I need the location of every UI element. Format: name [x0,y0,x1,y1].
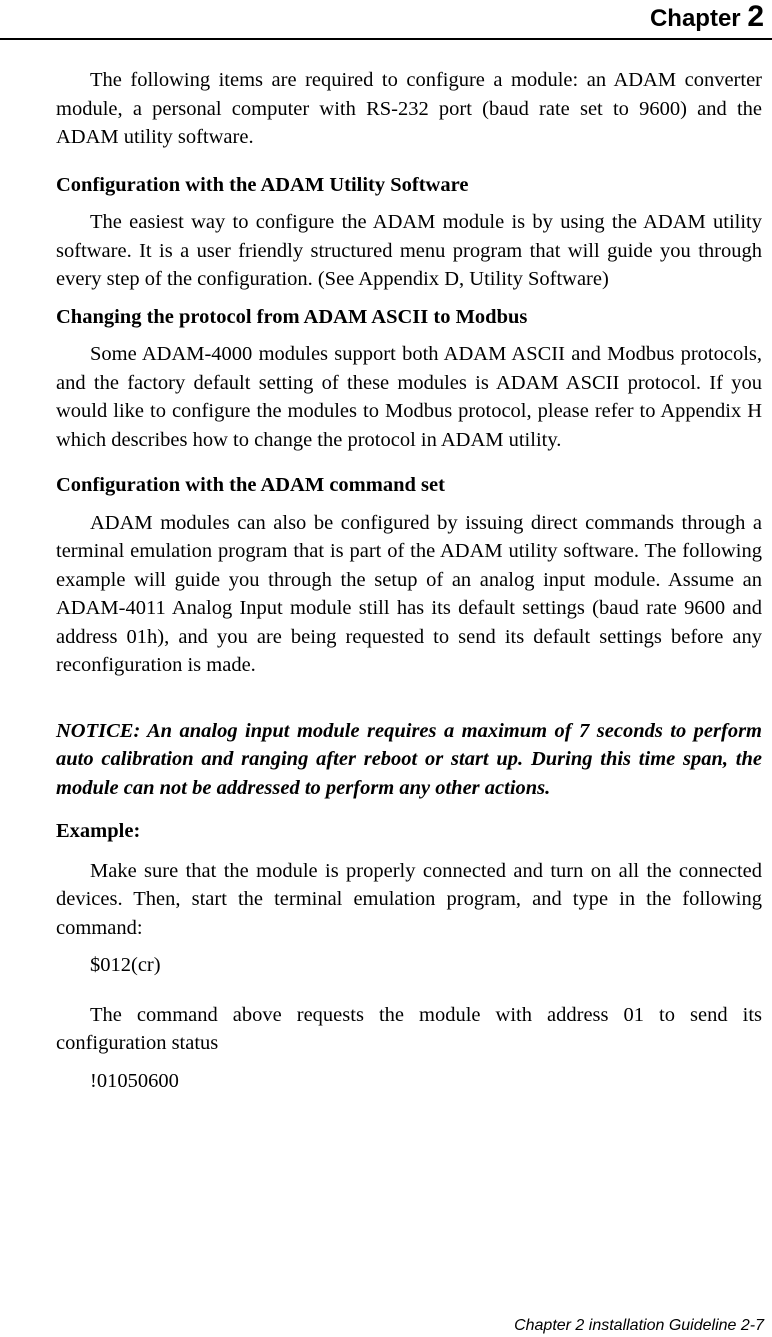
heading-example: Example: [56,820,141,842]
chapter-word: Chapter [649,5,741,32]
command-explanation: The command above requests the module with address 01 to send its configuration status [56,1003,762,1054]
page-header [0,0,772,40]
heading-command-set: Configuration with the ADAM command set [56,474,445,496]
protocol-paragraph: Some ADAM-4000 modules support both ADAM ASCII and Modbus protocols, and the factory default setting of these modules is ADAM ASCII protocol. If you would like to configure the modules to Modbus protocol, please refer to Appendix H which describes how to change the protocol in ADAM utility. [56,343,762,451]
intro-paragraph: The following items are required to configure a module: an ADAM converter module, a personal computer with RS-232 port (baud rate set to 9600) and the ADAM utility software. [56,69,762,148]
heading-protocol: Changing the protocol from ADAM ASCII to Modbus [56,305,528,328]
utility-paragraph: The easiest way to configure the ADAM module is by using the ADAM utility software. It is a user friendly structured menu program that will guide you through every step of the configuration. (See Appendix D, Utility Software) [56,211,762,290]
chapter-title [650,2,764,34]
chapter-number: 2 [747,0,764,33]
example-paragraph: Make sure that the module is properly connected and turn on all the connected devices. Then, start the terminal emulation program, and type in the following command: [56,859,762,939]
page-body [56,66,762,1095]
command-set-paragraph: ADAM modules can also be configured by issuing direct commands through a terminal emulation program that is part of the ADAM utility software. The following example will guide you through the setup of an analog input module. Assume an ADAM-4011 Analog Input module still has its default settings (baud rate 9600 and address 01h), and you are being requested to send its default settings before any reconfiguration is made. [56,511,762,676]
notice-paragraph: NOTICE: An analog input module requires a maximum of 7 seconds to perform auto calibration and ranging after reboot or start up. During this time span, the module can not be addressed to perform any other actions. [56,719,762,799]
page-footer: Chapter 2 installation Guideline 2-7 [514,1317,764,1334]
response-line: !01050600 [90,1069,179,1092]
command-line: $012(cr) [90,954,161,976]
heading-utility-software: Configuration with the ADAM Utility Software [56,173,469,196]
